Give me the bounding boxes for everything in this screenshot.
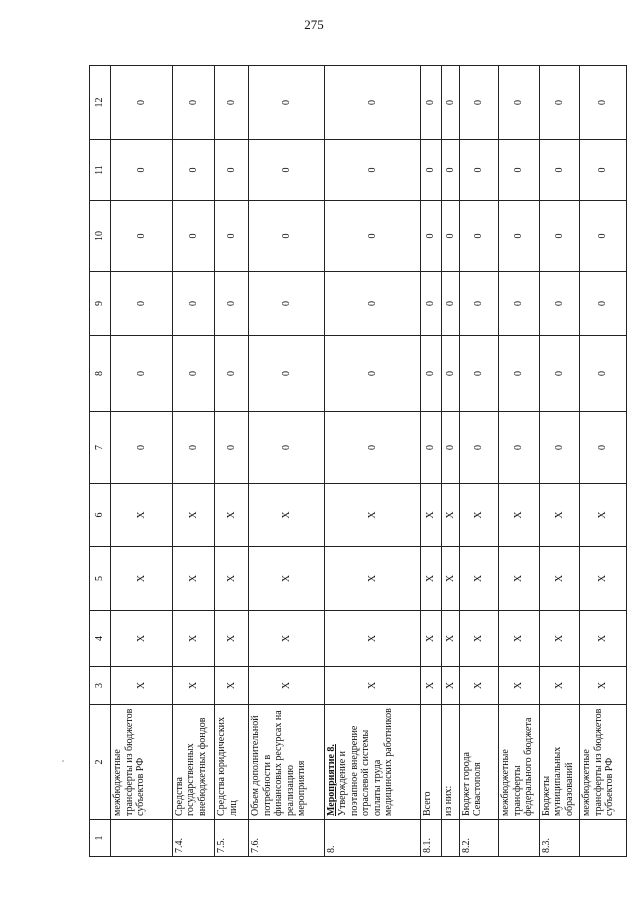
value-cell-c10: 0	[459, 201, 498, 272]
value-cell-c3: X	[580, 667, 627, 705]
value-cell-c6: X	[459, 484, 498, 547]
value-cell-c11: 0	[215, 140, 249, 201]
value-cell-c9: 0	[441, 272, 459, 336]
value-cell-c3: X	[215, 667, 249, 705]
value-cell-c7: 0	[580, 412, 627, 484]
value-cell-c8: 0	[249, 336, 324, 412]
value-cell-c6: X	[215, 484, 249, 547]
value-cell-c7: 0	[215, 412, 249, 484]
value-cell-c9: 0	[459, 272, 498, 336]
value-cell-c12: 0	[539, 66, 579, 140]
row-name-text: Бюджет города Севастополя	[460, 752, 484, 816]
value-cell-c10: 0	[324, 201, 420, 272]
table-row	[459, 66, 498, 857]
row-name-cell	[172, 705, 215, 820]
table-row	[499, 66, 539, 857]
value-cell-c8: 0	[324, 336, 420, 412]
row-name-cell	[459, 705, 498, 820]
header-cell: 11	[90, 140, 111, 201]
row-number-cell: 8.2.	[459, 820, 498, 857]
value-cell-c12: 0	[324, 66, 420, 140]
value-cell-c6: X	[324, 484, 420, 547]
row-name-cell	[249, 705, 324, 820]
row-name-text: Утверждение и поэтапное внедрение отраслевой системы оплаты труда медицинских работников	[337, 708, 395, 816]
header-row	[90, 66, 111, 857]
value-cell-c9: 0	[420, 272, 441, 336]
row-name-text: Бюджеты муниципальных образований	[540, 746, 575, 816]
value-cell-c8: 0	[111, 336, 173, 412]
value-cell-c4: X	[215, 611, 249, 667]
event-title	[326, 744, 337, 816]
value-cell-c8: 0	[459, 336, 498, 412]
value-cell-c10: 0	[539, 201, 579, 272]
value-cell-c7: 0	[172, 412, 215, 484]
value-cell-c7: 0	[499, 412, 539, 484]
value-cell-c12: 0	[580, 66, 627, 140]
rotated-table-wrapper	[89, 66, 627, 857]
header-cell: 6	[90, 484, 111, 547]
header-cell: 4	[90, 611, 111, 667]
value-cell-c5: X	[499, 547, 539, 611]
row-name-text: из них:	[442, 785, 454, 816]
value-cell-c11: 0	[249, 140, 324, 201]
value-cell-c7: 0	[539, 412, 579, 484]
value-cell-c4: X	[111, 611, 173, 667]
table-row	[441, 66, 459, 857]
value-cell-c7: 0	[459, 412, 498, 484]
row-name-cell	[215, 705, 249, 820]
table-row	[172, 66, 215, 857]
value-cell-c3: X	[441, 667, 459, 705]
value-cell-c8: 0	[215, 336, 249, 412]
row-name-cell	[499, 705, 539, 820]
row-number-cell: 7.4.	[172, 820, 215, 857]
row-name-text: межбюджетные трансферты федерального бюджета	[500, 717, 535, 816]
value-cell-c6: X	[580, 484, 627, 547]
value-cell-c11: 0	[459, 140, 498, 201]
value-cell-c6: X	[420, 484, 441, 547]
value-cell-c12: 0	[420, 66, 441, 140]
value-cell-c3: X	[324, 667, 420, 705]
value-cell-c11: 0	[111, 140, 173, 201]
row-number-cell	[111, 820, 173, 857]
value-cell-c5: X	[111, 547, 173, 611]
row-number-cell: 7.5.	[215, 820, 249, 857]
value-cell-c11: 0	[539, 140, 579, 201]
value-cell-c8: 0	[499, 336, 539, 412]
value-cell-c10: 0	[215, 201, 249, 272]
value-cell-c4: X	[249, 611, 324, 667]
value-cell-c9: 0	[172, 272, 215, 336]
header-cell: 12	[90, 66, 111, 140]
value-cell-c3: X	[420, 667, 441, 705]
value-cell-c9: 0	[324, 272, 420, 336]
header-cell: 8	[90, 336, 111, 412]
row-number-cell: 8.	[324, 820, 420, 857]
value-cell-c5: X	[580, 547, 627, 611]
header-cell: 9	[90, 272, 111, 336]
value-cell-c8: 0	[441, 336, 459, 412]
value-cell-c3: X	[249, 667, 324, 705]
value-cell-c7: 0	[111, 412, 173, 484]
value-cell-c8: 0	[172, 336, 215, 412]
value-cell-c10: 0	[249, 201, 324, 272]
scan-speck	[62, 760, 64, 762]
value-cell-c7: 0	[441, 412, 459, 484]
value-cell-c4: X	[580, 611, 627, 667]
value-cell-c11: 0	[441, 140, 459, 201]
row-name-text: межбюджетные трансферты из бюджетов субъектов РФ	[112, 708, 147, 816]
value-cell-c8: 0	[580, 336, 627, 412]
table-row	[249, 66, 324, 857]
value-cell-c5: X	[215, 547, 249, 611]
value-cell-c8: 0	[539, 336, 579, 412]
value-cell-c12: 0	[111, 66, 173, 140]
value-cell-c6: X	[441, 484, 459, 547]
rotated-table-area	[89, 66, 627, 857]
value-cell-c9: 0	[215, 272, 249, 336]
row-number-cell	[499, 820, 539, 857]
value-cell-c7: 0	[324, 412, 420, 484]
page-number: 275	[304, 17, 324, 32]
value-cell-c6: X	[111, 484, 173, 547]
value-cell-c4: X	[172, 611, 215, 667]
value-cell-c5: X	[324, 547, 420, 611]
value-cell-c5: X	[172, 547, 215, 611]
value-cell-c4: X	[324, 611, 420, 667]
value-cell-c9: 0	[499, 272, 539, 336]
table-body	[90, 66, 627, 857]
value-cell-c11: 0	[580, 140, 627, 201]
value-cell-c4: X	[441, 611, 459, 667]
value-cell-c9: 0	[580, 272, 627, 336]
value-cell-c12: 0	[215, 66, 249, 140]
value-cell-c4: X	[539, 611, 579, 667]
row-name-text: Объем дополнительной потребности в финансовых ресурсах на реализацию мероприятия	[250, 710, 308, 816]
value-cell-c6: X	[172, 484, 215, 547]
value-cell-c9: 0	[111, 272, 173, 336]
value-cell-c10: 0	[420, 201, 441, 272]
value-cell-c9: 0	[539, 272, 579, 336]
value-cell-c12: 0	[172, 66, 215, 140]
value-cell-c10: 0	[580, 201, 627, 272]
header-cell: 1	[90, 820, 111, 857]
value-cell-c4: X	[420, 611, 441, 667]
table-row	[580, 66, 627, 857]
value-cell-c11: 0	[172, 140, 215, 201]
row-number-cell: 8.3.	[539, 820, 579, 857]
row-name-cell	[539, 705, 579, 820]
event-title-text: Мероприятие 8.	[325, 744, 337, 816]
header-cell: 7	[90, 412, 111, 484]
row-name-cell	[111, 705, 173, 820]
budget-table	[89, 65, 627, 857]
value-cell-c3: X	[172, 667, 215, 705]
row-name-text: Средства государственных внебюджетных фондов	[173, 717, 208, 816]
row-name-cell	[580, 705, 627, 820]
value-cell-c10: 0	[172, 201, 215, 272]
value-cell-c5: X	[420, 547, 441, 611]
table-row	[420, 66, 441, 857]
value-cell-c12: 0	[441, 66, 459, 140]
header-cell: 5	[90, 547, 111, 611]
header-cell: 10	[90, 201, 111, 272]
value-cell-c11: 0	[499, 140, 539, 201]
row-name-cell	[324, 705, 420, 820]
value-cell-c3: X	[459, 667, 498, 705]
row-number-cell	[580, 820, 627, 857]
value-cell-c12: 0	[459, 66, 498, 140]
value-cell-c4: X	[499, 611, 539, 667]
header-cell: 3	[90, 667, 111, 705]
row-name-cell	[441, 705, 459, 820]
row-name-cell	[420, 705, 441, 820]
table-row	[324, 66, 420, 857]
row-number-cell: 7.6.	[249, 820, 324, 857]
value-cell-c5: X	[249, 547, 324, 611]
header-cell: 2	[90, 705, 111, 820]
value-cell-c9: 0	[249, 272, 324, 336]
table-row	[215, 66, 249, 857]
row-name-text: межбюджетные трансферты из бюджетов субъектов РФ	[581, 708, 616, 816]
value-cell-c8: 0	[420, 336, 441, 412]
value-cell-c3: X	[111, 667, 173, 705]
value-cell-c5: X	[539, 547, 579, 611]
value-cell-c6: X	[539, 484, 579, 547]
value-cell-c11: 0	[420, 140, 441, 201]
row-number-cell	[441, 820, 459, 857]
value-cell-c6: X	[499, 484, 539, 547]
value-cell-c5: X	[441, 547, 459, 611]
table-row	[111, 66, 173, 857]
value-cell-c3: X	[499, 667, 539, 705]
row-name-text: Средства юридических лиц	[216, 716, 239, 816]
value-cell-c11: 0	[324, 140, 420, 201]
value-cell-c12: 0	[499, 66, 539, 140]
value-cell-c7: 0	[420, 412, 441, 484]
row-name-text: Всего	[421, 791, 433, 816]
row-number-cell: 8.1.	[420, 820, 441, 857]
table-row	[539, 66, 579, 857]
value-cell-c4: X	[459, 611, 498, 667]
value-cell-c10: 0	[441, 201, 459, 272]
value-cell-c7: 0	[249, 412, 324, 484]
value-cell-c6: X	[249, 484, 324, 547]
value-cell-c5: X	[459, 547, 498, 611]
value-cell-c10: 0	[111, 201, 173, 272]
value-cell-c12: 0	[249, 66, 324, 140]
value-cell-c3: X	[539, 667, 579, 705]
value-cell-c10: 0	[499, 201, 539, 272]
